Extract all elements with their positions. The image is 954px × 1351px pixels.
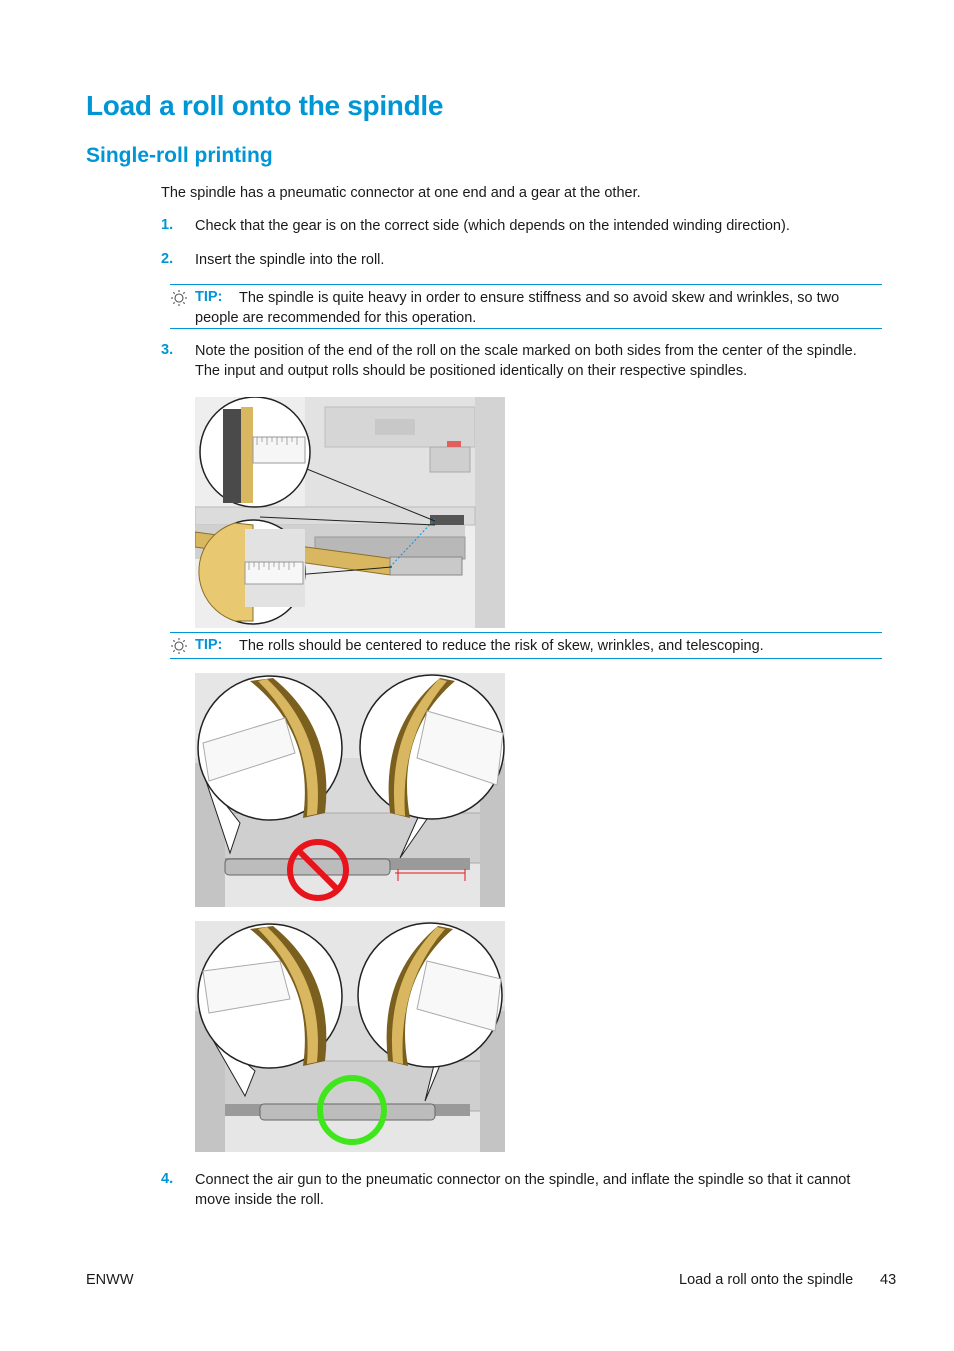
- tip-label: TIP:: [195, 289, 223, 305]
- spindle-scale-illustration: [195, 397, 505, 628]
- section-title: Single-roll printing: [86, 144, 273, 167]
- step-4-number: 4.: [161, 1171, 174, 1187]
- step-3-number: 3.: [161, 342, 174, 358]
- footer-left: ENWW: [86, 1272, 134, 1288]
- step-2-text: Insert the spindle into the roll.: [195, 252, 385, 268]
- off-center-roll-illustration: [195, 673, 505, 907]
- page-number: 43: [880, 1272, 897, 1288]
- intro-paragraph: The spindle has a pneumatic connector at one end and a gear at the other.: [161, 185, 641, 201]
- page-title: Load a roll onto the spindle: [86, 90, 444, 121]
- tip-text: The rolls should be centered to reduce the risk of skew, wrinkles, and telescoping.: [239, 638, 764, 654]
- tip-text: The spindle is quite heavy in order to ensure stiffness and so avoid skew and wrinkles, so two people are recommended for this operation.: [195, 290, 840, 326]
- step-4-text: Connect the air gun to the pneumatic connector on the spindle, and inflate the spindle so that it cannot move inside the roll.: [195, 1172, 851, 1208]
- footer-section: Load a roll onto the spindle: [679, 1272, 854, 1288]
- centered-roll-illustration: [195, 921, 505, 1152]
- step-1-text: Check that the gear is on the correct side (which depends on the intended winding direction).: [195, 218, 790, 234]
- lightbulb-icon: [170, 637, 188, 655]
- tip-box: [170, 284, 882, 329]
- lightbulb-icon: [170, 289, 188, 307]
- tip-label: TIP:: [195, 637, 223, 653]
- step-3-text: Note the position of the end of the roll on the scale marked on both sides from the center of the spindle. The input and output rolls should be positioned identically on their respective spindles.: [195, 343, 857, 379]
- tip-box: [170, 632, 882, 659]
- step-1-number: 1.: [161, 217, 174, 233]
- step-2-number: 2.: [161, 251, 174, 267]
